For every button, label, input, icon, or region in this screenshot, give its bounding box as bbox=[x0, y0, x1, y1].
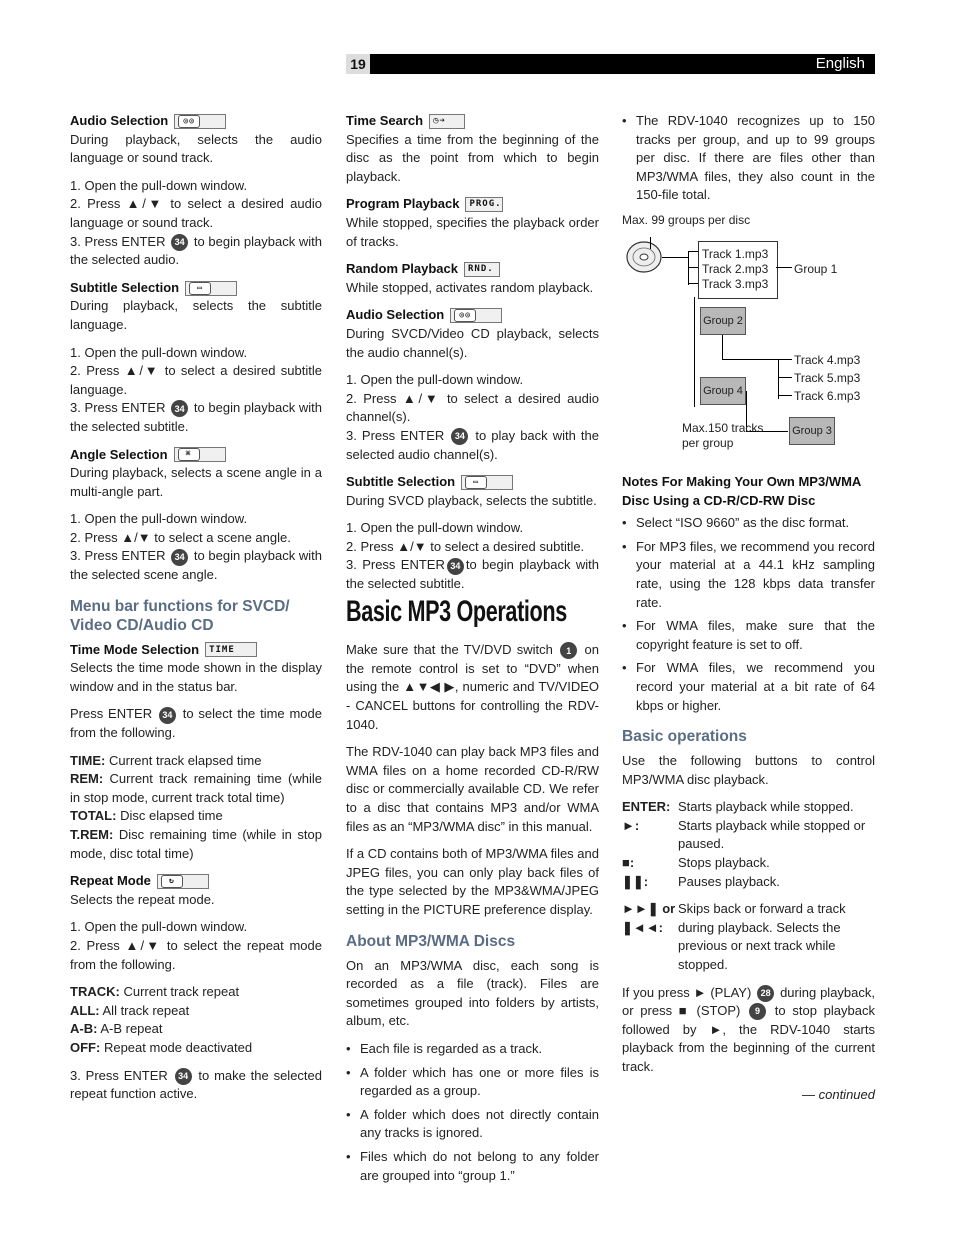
para-jpeg: If a CD contains both of MP3/WMA files and JPEG files, you can only play back files of the type selected by the MP3&WMA/JPEG setting in the PICTURE preference display. bbox=[346, 846, 599, 917]
basic-intro: Use the following buttons to control MP3/WMA disc playback. bbox=[622, 753, 875, 787]
track-label: Track 6.mp3 bbox=[794, 388, 861, 403]
controls-list bbox=[622, 798, 875, 974]
control-desc: Skips back or forward a track during playback. Selects the previous or next track while stopped. bbox=[678, 901, 846, 973]
group-label: Group 1 bbox=[794, 261, 838, 276]
time-mode-heading: Time Mode Selection TIME bbox=[70, 641, 322, 660]
repeat-icon: ↻ bbox=[157, 874, 209, 889]
button-34-badge: 34 bbox=[171, 549, 188, 566]
step: 3. Press ENTER 34 to begin playback with the selected subtitle. bbox=[346, 557, 599, 592]
control-key: ENTER: bbox=[622, 799, 671, 815]
button-34-badge: 34 bbox=[171, 234, 188, 251]
repeat-final-step: 3. Press ENTER 34 to make the selected repeat function active. bbox=[70, 1067, 322, 1102]
step: 1. Open the pull-down window. bbox=[70, 177, 248, 193]
def-item: ALL: All track repeat bbox=[70, 1002, 190, 1018]
repeat-mode-heading: Repeat Mode ↻ bbox=[70, 872, 322, 891]
button-34-badge: 34 bbox=[175, 1068, 192, 1085]
control-desc: Starts playback while stopped. bbox=[678, 799, 854, 815]
subtitle-icon: ▭ bbox=[185, 281, 237, 296]
button-34-badge: 34 bbox=[451, 428, 468, 445]
track-label: Track 4.mp3 bbox=[794, 352, 861, 367]
rnd-icon: RND. bbox=[464, 262, 500, 277]
max-groups-label: Max. 99 groups per disc bbox=[622, 212, 751, 227]
intro-para: Make sure that the TV/DVD switch 1 on the remote control is set to “DVD” when using the ▲▼◀ ▶, numeric and TV/VIDEO - CANCEL buttons for controlling the RDV-1040. bbox=[346, 642, 599, 732]
folder-icon: Group 3 bbox=[789, 417, 835, 445]
bullet-item: • A folder which does not directly contain any tracks is ignored. bbox=[346, 1106, 599, 1143]
control-key: ■: bbox=[622, 855, 635, 871]
step: 1. Open the pull-down window. bbox=[70, 344, 248, 360]
subtitle-selection-heading-2: Subtitle Selection ▭ bbox=[346, 473, 599, 492]
camera-icon: ⌘ bbox=[174, 447, 226, 462]
step: 2. Press ▲/▼ to select the repeat mode from the following. bbox=[70, 937, 322, 972]
angle-selection-desc: During playback, selects a scene angle in a multi-angle part. bbox=[70, 465, 322, 499]
repeat-mode-list bbox=[70, 983, 322, 1057]
button-28-badge: 28 bbox=[757, 985, 774, 1002]
column-middle bbox=[346, 112, 599, 1190]
track-label: Track 1.mp3 bbox=[702, 246, 769, 261]
notes-heading: Notes For Making Your Own MP3/WMA Disc Using a CD-R/CD-RW Disc bbox=[622, 473, 861, 508]
basic-operations-heading: Basic operations bbox=[622, 728, 747, 746]
page-number: 19 bbox=[346, 54, 370, 74]
def-item: T.REM: Disc remaining time (while in stop mode, disc total time) bbox=[70, 827, 322, 861]
folder-icon: Group 2 bbox=[700, 307, 746, 335]
def-item: OFF: Repeat mode deactivated bbox=[70, 1039, 253, 1055]
bullet-item: • For MP3 files, we recommend you record your material at a 44.1 kHz sampling rate, using the 128 kbps data transfer rate. bbox=[622, 538, 875, 612]
step: 2. Press ▲/▼ to select a scene angle. bbox=[70, 529, 291, 545]
button-9-badge: 9 bbox=[749, 1003, 766, 1020]
def-item: A-B: A-B repeat bbox=[70, 1021, 163, 1037]
button-34-badge: 34 bbox=[171, 400, 188, 417]
audio-selection-desc: During playback, selects the audio language or sound track. bbox=[70, 131, 322, 166]
step: 1. Open the pull-down window. bbox=[70, 511, 248, 527]
def-item: TOTAL: Disc elapsed time bbox=[70, 808, 223, 824]
bullet-item: • For WMA files, we recommend you record your material at a bit rate of 64 kbps or higher. bbox=[622, 659, 875, 715]
time-mode-desc: Selects the time mode shown in the display window and in the status bar. bbox=[70, 660, 322, 694]
subtitle-selection-desc: During playback, selects the subtitle language. bbox=[70, 298, 322, 332]
subtitle-selection-desc-2: During SVCD playback, selects the subtitle. bbox=[346, 492, 597, 508]
disc-icon bbox=[624, 237, 664, 277]
def-item: REM: Current track remaining time (while in stop mode, current track total time) bbox=[70, 771, 322, 805]
random-playback-heading: Random Playback RND. bbox=[346, 260, 599, 279]
prog-icon: PROG. bbox=[465, 197, 503, 212]
audio-selection-heading-2: Audio Selection ◎◎ bbox=[346, 306, 599, 325]
audio-selection-desc-2: During SVCD/Video CD playback, selects the audio channel(s). bbox=[346, 325, 599, 360]
repeat-mode-desc: Selects the repeat mode. bbox=[70, 891, 215, 907]
control-desc: Stops playback. bbox=[678, 855, 770, 871]
menu-bar-heading: Menu bar functions for SVCD/ Video CD/Audio CD bbox=[70, 597, 290, 634]
about-discs-heading: About MP3/WMA Discs bbox=[346, 932, 516, 950]
time-search-heading: Time Search ◷➔ bbox=[346, 112, 599, 131]
bullet-item: • A folder which has one or more files is regarded as a group. bbox=[346, 1064, 599, 1101]
track-label: Track 3.mp3 bbox=[702, 276, 769, 291]
control-desc: Pauses playback. bbox=[678, 873, 780, 889]
time-icon: TIME bbox=[205, 642, 257, 657]
step: 1. Open the pull-down window. bbox=[346, 372, 524, 388]
step: 2. Press ▲/▼ to select a desired subtitle language. bbox=[70, 363, 322, 397]
bullet-item: • The RDV-1040 recognizes up to 150 tracks per group, and up to 99 groups per disc. If there are files other than MP3/WMA files, they also count in the 150-file total. bbox=[622, 112, 875, 205]
control-desc: Starts playback while stopped or paused. bbox=[678, 817, 866, 852]
angle-selection-heading: Angle Selection ⌘ bbox=[70, 446, 322, 465]
time-search-desc: Specifies a time from the beginning of the disc as the point from which to begin playback. bbox=[346, 131, 599, 184]
bullet-item: • Each file is regarded as a track. bbox=[346, 1040, 599, 1059]
audio-icon: ◎◎ bbox=[450, 308, 502, 323]
random-playback-desc: While stopped, activates random playback. bbox=[346, 279, 594, 295]
step: 3. Press ENTER 34 to begin playback with the selected scene angle. bbox=[70, 548, 322, 583]
page-header-bar bbox=[346, 54, 875, 74]
audio-icon: ◎◎ bbox=[174, 114, 226, 129]
program-playback-desc: While stopped, specifies the playback order of tracks. bbox=[346, 214, 599, 249]
folder-icon: Group 4 bbox=[700, 377, 746, 405]
button-34-badge: 34 bbox=[447, 558, 464, 575]
folder-diagram bbox=[622, 211, 875, 461]
clock-arrow-icon: ◷➔ bbox=[429, 114, 465, 129]
max-tracks-label: Max.150 tracks per group bbox=[682, 420, 764, 450]
column-left bbox=[70, 112, 322, 1113]
step: 3. Press ENTER 34 to begin playback with the selected subtitle. bbox=[70, 400, 322, 434]
about-discs-para: On an MP3/WMA disc, each song is recorded as a file (track). Files are sometimes grouped into folders by artists, album, etc. bbox=[346, 957, 599, 1029]
final-para: If you press ► (PLAY) 28 during playback, or press ■ (STOP) 9 to stop playback followed by ►, the RDV-1040 starts playback from the beginning of the current track. bbox=[622, 984, 875, 1074]
time-mode-press: Press ENTER 34 to select the time mode from the following. bbox=[70, 706, 322, 741]
control-key: ❚❚: bbox=[622, 873, 649, 889]
language-label: English bbox=[815, 55, 865, 72]
step: 2. Press ▲/▼ to select a desired subtitle. bbox=[346, 538, 585, 554]
column-right bbox=[622, 112, 875, 1113]
time-mode-list bbox=[70, 752, 322, 864]
subtitle-icon: ▭ bbox=[461, 475, 513, 490]
step: 1. Open the pull-down window. bbox=[346, 520, 524, 536]
step: 3. Press ENTER 34 to play back with the selected audio channel(s). bbox=[346, 427, 599, 462]
def-item: TIME: Current track elapsed time bbox=[70, 752, 262, 768]
audio-selection-heading: Audio Selection ◎◎ bbox=[70, 112, 322, 131]
step: 1. Open the pull-down window. bbox=[70, 919, 248, 935]
para-playback-support: The RDV-1040 can play back MP3 files and WMA files on a home recorded CD-R/RW disc or commercially available CD. We refer to a disc that contains MP3 and/or WMA files as an “MP3/WMA disc” in this manual. bbox=[346, 744, 599, 834]
def-item: TRACK: Current track repeat bbox=[70, 984, 240, 1000]
bullet-item: • Files which do not belong to any folder are grouped into “group 1.” bbox=[346, 1148, 599, 1185]
button-34-badge: 34 bbox=[159, 707, 176, 724]
bullet-item: • For WMA files, make sure that the copyright feature is set to off. bbox=[622, 617, 875, 654]
control-key: ►►❚ or ❚◄◄: bbox=[622, 901, 676, 935]
control-key: ►: bbox=[622, 817, 640, 833]
bullet-item: • Select “ISO 9660” as the disc format. bbox=[622, 514, 875, 533]
step: 2. Press ▲/▼ to select a desired audio language or sound track. bbox=[70, 196, 322, 230]
track-label: Track 5.mp3 bbox=[794, 370, 861, 385]
step: 3. Press ENTER 34 to begin playback with the selected audio. bbox=[70, 233, 322, 268]
track-label: Track 2.mp3 bbox=[702, 261, 769, 276]
step: 2. Press ▲/▼ to select a desired audio channel(s). bbox=[346, 390, 599, 425]
continued-note: — continued bbox=[802, 1086, 875, 1102]
button-1-badge: 1 bbox=[560, 642, 577, 659]
section-title: Basic MP3 Operations bbox=[346, 594, 567, 628]
subtitle-selection-heading: Subtitle Selection ▭ bbox=[70, 279, 322, 298]
program-playback-heading: Program Playback PROG. bbox=[346, 196, 502, 212]
